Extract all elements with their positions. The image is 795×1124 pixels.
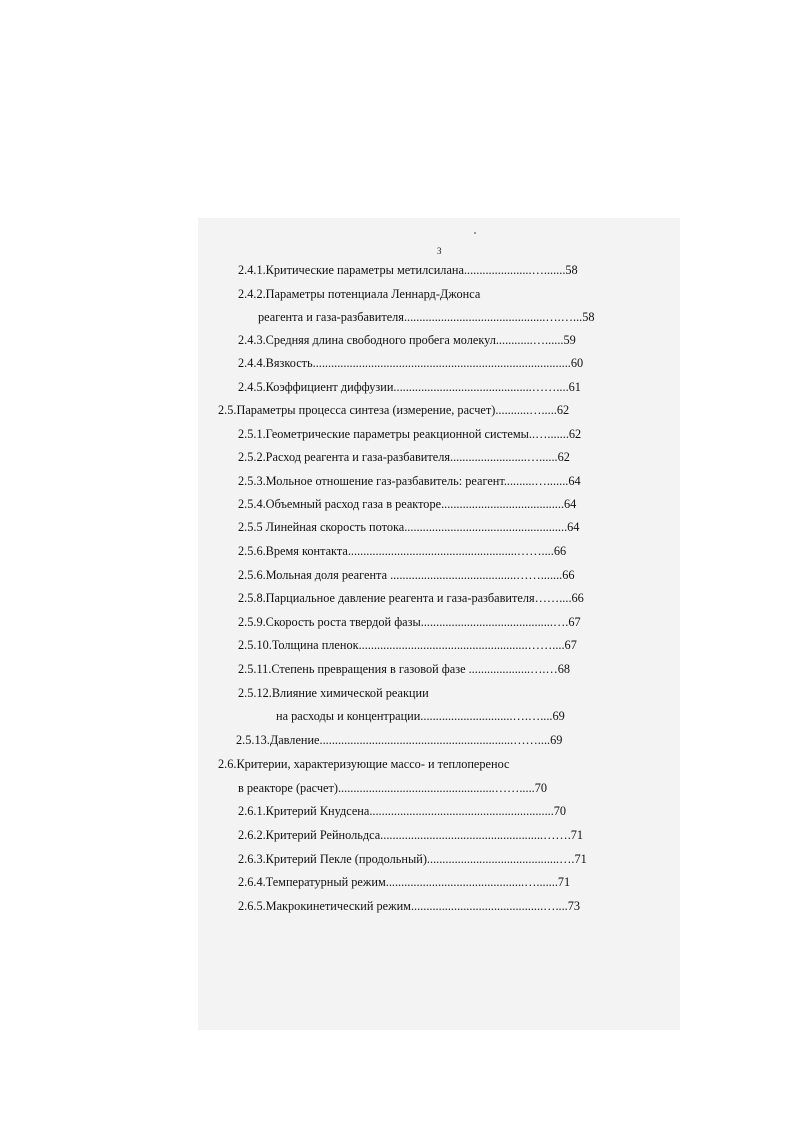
toc-entry: 2.5.6.Время контакта.......................................................……....66 [238, 544, 567, 558]
toc-entry: 2.6.3.Критерий Пекле (продольный)...........................................….71 [238, 852, 587, 866]
toc-entry: 2.5.12.Влияние химической реакции [238, 686, 429, 700]
toc-entry: 2.4.4.Вязкость....................................................................................60 [238, 356, 584, 370]
toc-entry: 2.5.1.Геометрические параметры реакционной системы..….......62 [238, 427, 582, 441]
toc-entry: 2.4.1.Критические параметры метилсилана......................….......58 [238, 263, 578, 277]
toc-entry: 2.5.6.Мольная доля реагента .........................................…….......66 [238, 568, 575, 582]
toc-entry: 2.6.2.Критерий Рейнольдса.....................................................…….71 [238, 828, 584, 842]
toc-entry-continuation: на расходы и концентрации..............................….…....69 [276, 709, 565, 723]
toc-entry-continuation: реагента и газа-разбавителя..............................................….…...58 [258, 310, 595, 324]
toc-section: 2.5.Параметры процесса синтеза (измерение, расчет)...........….....62 [218, 403, 570, 417]
toc-entry: 2.6.1.Критерий Кнудсена............................................................70 [238, 804, 567, 818]
toc-entry: 2.6.4.Температурный режим.............................................….......71 [238, 875, 571, 889]
toc-entry-continuation: в реакторе (расчет)...................................................…….....70 [238, 781, 548, 795]
toc-entry: 2.4.3.Средняя длина свободного пробега молекул............…......59 [238, 333, 576, 347]
toc-entry: 2.5.5 Линейная скорость потока.....................................................64 [238, 520, 580, 534]
toc-entry: 2.5.4.Объемный расход газа в реакторе........................................64 [238, 497, 577, 511]
toc-section: 2.6.Критерии, характеризующие массо- и теплоперенос [218, 757, 510, 771]
toc-entry: 2.6.5.Макрокинетический режим...........................................…....73 [238, 899, 581, 913]
toc-entry: 2.4.2.Параметры потенциала Леннард-Джонса [238, 287, 481, 301]
toc-entry: 2.5.11.Степень превращения в газовой фазе ....................….…68 [238, 662, 571, 676]
toc-entry: 2.5.10.Толщина пленок.......................................................……....67 [238, 638, 577, 652]
toc-entry: 2.5.9.Скорость роста твердой фазы...........................................….67 [238, 615, 581, 629]
page-number: 3 [437, 246, 442, 256]
scan-speck [474, 232, 476, 234]
toc-entry: 2.5.3.Мольное отношение газ-разбавитель: реагент..........….......64 [238, 474, 581, 488]
toc-entry: 2.5.13.Давление...............................................................……....69 [236, 733, 563, 747]
toc-entry: 2.4.5.Коэффициент диффузии.............................................……....61 [238, 380, 581, 394]
toc-entry: 2.5.8.Парциальное давление реагента и газа-разбавителя……....66 [238, 591, 584, 605]
toc-entry: 2.5.2.Расход реагента и газа-разбавителя.........................…......62 [238, 450, 570, 464]
